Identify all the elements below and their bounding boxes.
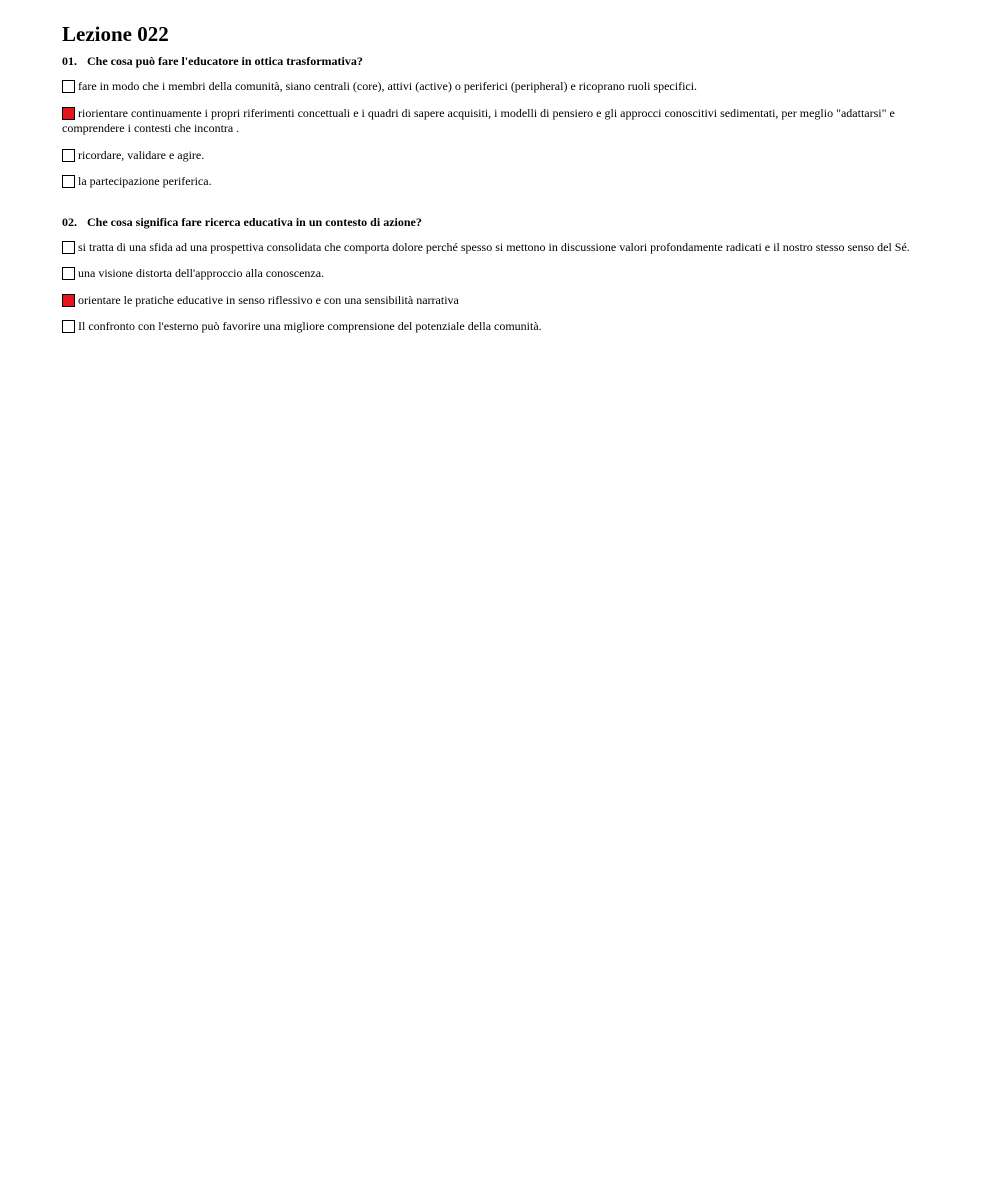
answer-checkbox[interactable] (62, 107, 75, 120)
answer-option (62, 148, 938, 164)
answer-checkbox[interactable] (62, 175, 75, 188)
question-number: 01. (62, 54, 77, 68)
answer-text: ricordare, validare e agire. (78, 147, 205, 162)
question-heading (62, 53, 938, 69)
answer-checkbox[interactable] (62, 294, 75, 307)
answer-checkbox[interactable] (62, 80, 75, 93)
answer-text: fare in modo che i membri della comunità, siano centrali (core), attivi (active) o periferici (peripheral) e ricoprano ruoli specifici. (78, 79, 698, 93)
answer-text: riorientare continuamente i propri riferimenti concettuali e i quadri di sapere acquisiti, i modelli di pensiero e gli approcci conoscitivi sedimentati, per meglio "adattarsi" e comprendere i contesti che incontra . (62, 105, 895, 135)
answer-checkbox[interactable] (62, 241, 75, 254)
question-01 (62, 53, 938, 190)
answer-checkbox[interactable] (62, 149, 75, 162)
answer-option (62, 174, 938, 190)
document-page (62, 20, 938, 346)
answer-option (62, 106, 938, 137)
answer-checkbox[interactable] (62, 267, 75, 280)
answer-option (62, 79, 938, 95)
question-02 (62, 214, 938, 335)
answer-option (62, 266, 938, 282)
answer-text: si tratta di una sfida ad una prospettiva consolidata che comporta dolore perché spesso si mettono in discussione valori profondamente radicati e il nostro stesso senso del Sé. (78, 239, 910, 254)
lesson-title: Lezione 022 (62, 22, 169, 46)
question-heading (62, 214, 938, 230)
answer-checkbox[interactable] (62, 320, 75, 333)
question-text: Che cosa può fare l'educatore in ottica trasformativa? (87, 54, 363, 68)
answer-option (62, 240, 938, 256)
answer-text: una visione distorta dell'approccio alla conoscenza. (78, 266, 325, 280)
question-text: Che cosa significa fare ricerca educativa in un contesto di azione? (87, 214, 422, 229)
answer-text: Il confronto con l'esterno può favorire una migliore comprensione del potenziale della comunità. (78, 319, 542, 333)
answer-option (62, 293, 938, 309)
question-number: 02. (62, 214, 77, 229)
answer-option (62, 319, 938, 335)
answer-text: la partecipazione periferica. (78, 174, 212, 188)
answer-text: orientare le pratiche educative in senso riflessivo e con una sensibilità narrativa (78, 292, 459, 307)
